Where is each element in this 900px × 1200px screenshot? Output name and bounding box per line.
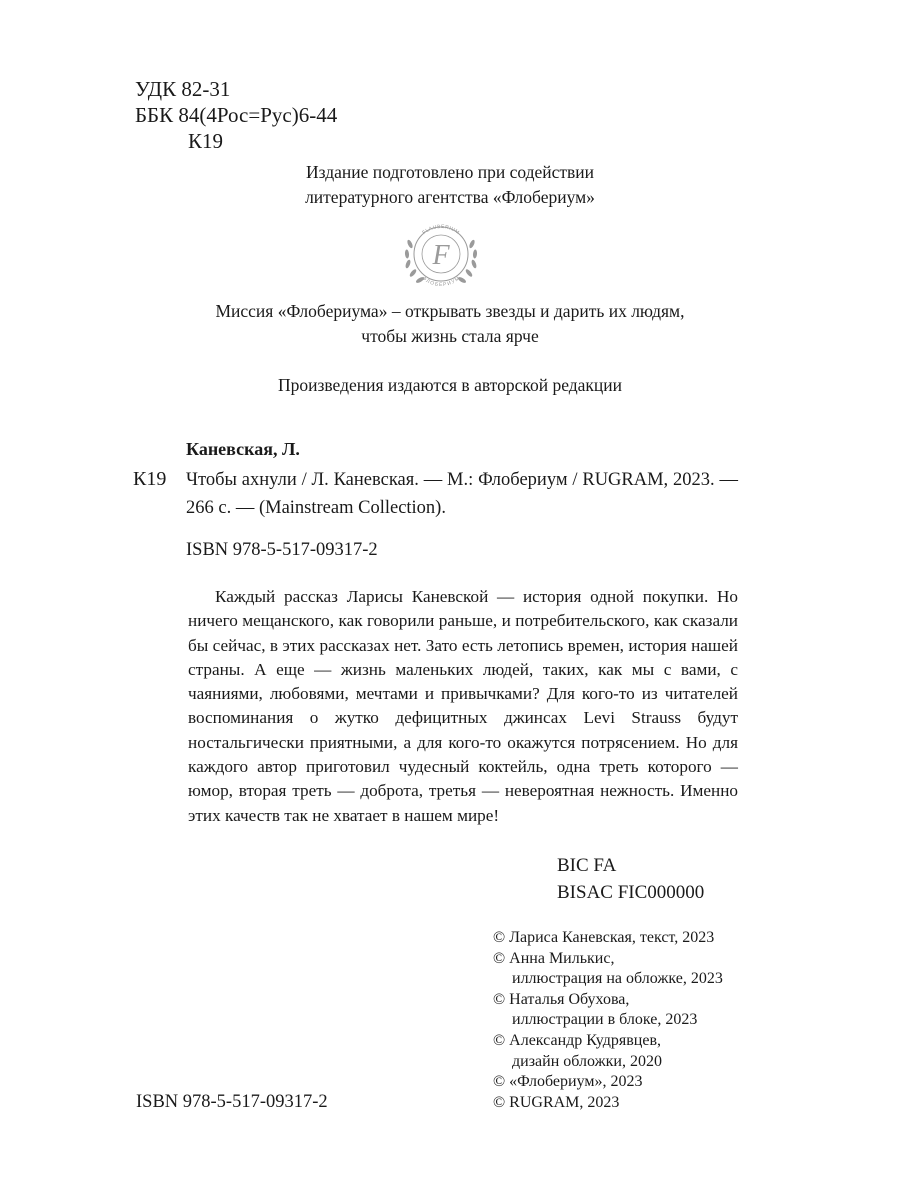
author-edition-note: Произведения издаются в авторской редакции: [277, 375, 623, 395]
subject-codes: [557, 852, 704, 906]
classification-block: [135, 76, 337, 154]
author-heading: Каневская, Л.: [186, 439, 300, 459]
copyright-line: © Наталья Обухова,: [493, 990, 630, 1008]
bbk-code: ББК 84(4Рос=Рус)6-44: [135, 103, 338, 127]
copyright-line: © Александр Кудрявцев,: [493, 1031, 662, 1049]
flauberium-logo-icon: [401, 214, 481, 294]
copyright-line-cont: дизайн обложки, 2020: [512, 1052, 662, 1070]
author-sign-left: К19: [133, 468, 167, 490]
author-sign: К19: [188, 129, 224, 153]
agency-note: [0, 160, 900, 210]
agency-note-line-2: литературного агентства «Флобериум»: [305, 187, 595, 207]
copyright-block: [493, 928, 723, 1113]
annotation-paragraph: Каждый рассказ Ларисы Каневской — история одной покупки. Но ничего мещанского, как говорили раньше, и потребительского, как сказали бы сейчас, в этих рассказах нет. Зато есть летопись времен, история нашей страны. А еще — жизнь маленьких людей, таких, как мы с вами, с чаяниями, любовями, мечтами и привычками? Для кого-то из читателей воспоминания о жутко дефицитных джинсах Levi Strauss будут ностальгически приятными, а для кого-то окажутся потрясением. Но для каждого автор приготовил чудесный коктейль, одна треть которого — юмор, вторая треть — доброта, третья — невероятная нежность. Именно этих качеств так не хватает в нашем мире!: [188, 587, 738, 825]
copyright-line: © «Флобериум», 2023: [493, 1073, 643, 1091]
copyright-line: © Лариса Каневская, текст, 2023: [493, 929, 715, 946]
mission-statement: [0, 299, 900, 349]
isbn-bottom: ISBN 978-5-517-09317-2: [136, 1092, 328, 1112]
agency-note-line-1: Издание подготовлено при содействии: [305, 162, 595, 182]
svg-text:FLAUBERIUM: FLAUBERIUM: [421, 223, 461, 236]
svg-text:F: F: [432, 240, 450, 271]
bisac-code: BISAC FIC000000: [557, 882, 705, 903]
copyright-line: © RUGRAM, 2023: [493, 1093, 620, 1111]
isbn: ISBN 978-5-517-09317-2: [186, 540, 378, 560]
copyright-line-cont: иллюстрация на обложке, 2023: [512, 970, 723, 988]
mission-line-1: Миссия «Флобериума» – открывать звезды и дарить их людям,: [215, 301, 685, 321]
mission-line-2: чтобы жизнь стала ярче: [361, 326, 539, 346]
copyright-line-cont: иллюстрации в блоке, 2023: [512, 1011, 698, 1029]
copyright-line: © Анна Милькис,: [493, 949, 615, 967]
udk-code: УДК 82-31: [135, 77, 231, 101]
bic-code: BIC FA: [557, 855, 617, 876]
svg-text:ФЛОБЕРИУМ: ФЛОБЕРИУМ: [420, 275, 462, 289]
bibliographic-entry: Чтобы ахнули / Л. Каневская. — М.: Флобериум / RUGRAM, 2023. — 266 с. — (Mainstream Collection).: [186, 470, 738, 518]
